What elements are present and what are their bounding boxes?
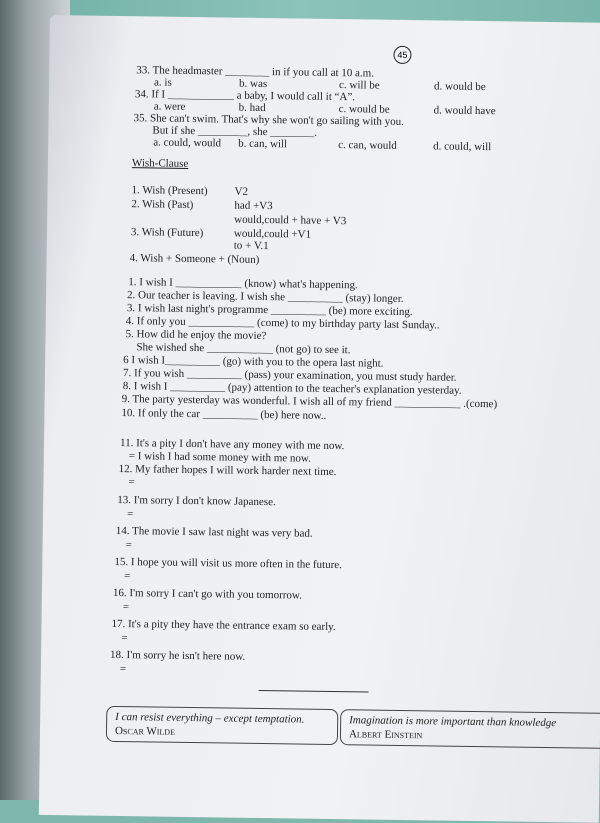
option: d. could, will (433, 140, 492, 154)
divider (259, 690, 369, 693)
rewrite-answer: = (128, 476, 135, 489)
rule-form: had +V3 (234, 199, 273, 213)
fill-item: 3. I wish last night's programme __________ (be) more exciting. (126, 302, 413, 319)
rewrite-answer: = (122, 601, 130, 614)
rewrite-question: 17. It's a pity they have the entrance exam so early. (111, 617, 336, 634)
rewrite-answer: = (126, 508, 134, 521)
rewrite-answer: = (119, 663, 127, 676)
rewrite-question: 15. I hope you will visit us more often in the future. (114, 555, 343, 572)
question-34: 34. If I ____________ a baby, I would call it “A”. (134, 88, 356, 104)
quote-text: I can resist everything – except temptation. (115, 710, 305, 726)
section-title: Wish-Clause (131, 157, 189, 170)
quote-text: Imagination is more important than knowledge (349, 714, 557, 730)
option: d. would have (433, 104, 496, 118)
option: a. could, would (153, 136, 222, 150)
quote-author: Albert Einstein (348, 728, 423, 742)
rule-form: would,could + have + V3 (234, 213, 347, 228)
worksheet-page (39, 15, 600, 823)
quote-author: Oscar Wilde (114, 724, 176, 738)
question-35: 35. She can't swim. That's why she won't go sailing with you. (133, 112, 404, 128)
rewrite-answer: = (125, 539, 132, 552)
fill-item: 2. Our teacher is leaving. I wish she __________ (stay) longer. (127, 289, 404, 305)
rule-form: V2 (234, 185, 249, 198)
option: d. would be (433, 80, 486, 94)
rule-form: would,could +V1 (233, 227, 312, 241)
option: b. can, will (238, 137, 288, 151)
fill-item: 6 I wish I__________ (go) with you to the opera last night. (123, 354, 384, 370)
fill-item: 1. I wish I ____________ (know) what's happening. (128, 276, 358, 292)
quote-box (106, 706, 338, 745)
rewrite-question: 11. It's a pity I don't have any money with me now. (119, 437, 345, 453)
quote-box (340, 709, 600, 749)
fill-item: 5. How did he enjoy the movie? (125, 328, 267, 343)
rule-label: 2. Wish (Past) (131, 198, 194, 212)
option: c. can, would (338, 139, 397, 152)
question-33: 33. The headmaster ________ in if you call at 10 a.m. (136, 64, 375, 80)
option: c. would be (338, 103, 390, 116)
rewrite-question: 12. My father hopes I will work harder next time. (118, 463, 337, 479)
option: c. will be (338, 79, 380, 92)
rule-label: 3. Wish (Future) (130, 226, 204, 240)
rule-label: 4. Wish + Someone + (Noun) (129, 252, 260, 266)
option: a. is (153, 76, 172, 89)
fill-item: 4. If only you ____________ (come) to my birthday party last Sunday.. (125, 315, 440, 332)
option: b. had (238, 101, 266, 115)
question-35-line2: But if she _________, she ________. (152, 124, 318, 139)
rewrite-question: 16. I'm sorry I can't go with you tomorrow. (112, 586, 303, 602)
fill-item: 8. I wish I __________ (pay) attention to the teacher's explanation yesterday. (122, 380, 462, 397)
page-number: 45 (393, 46, 411, 64)
fill-item: 7. If you wish __________ (pass) your examination, you must study harder. (122, 367, 457, 384)
rule-label: 1. Wish (Present) (131, 184, 208, 198)
rewrite-answer: = I wish I had some money with me now. (128, 450, 311, 465)
fill-item: 10. If only the car __________ (be) here now.. (121, 407, 327, 422)
rewrite-question: 14. The movie I saw last night was very bad. (115, 524, 313, 540)
rewrite-answer: = (121, 632, 128, 645)
rewrite-question: 18. I'm sorry he isn't here now. (109, 648, 246, 663)
option: a. were (153, 100, 186, 113)
rewrite-answer: = (124, 570, 131, 583)
fill-item: 9. The party yesterday was wonderful. I wish all of my friend ____________ .(come) (121, 393, 498, 411)
rewrite-question: 13. I'm sorry I don't know Japanese. (117, 493, 276, 509)
option: b. was (238, 77, 268, 91)
rule-form: to + V.1 (233, 239, 269, 253)
fill-item: She wished she ____________ (not go) to see it. (125, 341, 351, 357)
